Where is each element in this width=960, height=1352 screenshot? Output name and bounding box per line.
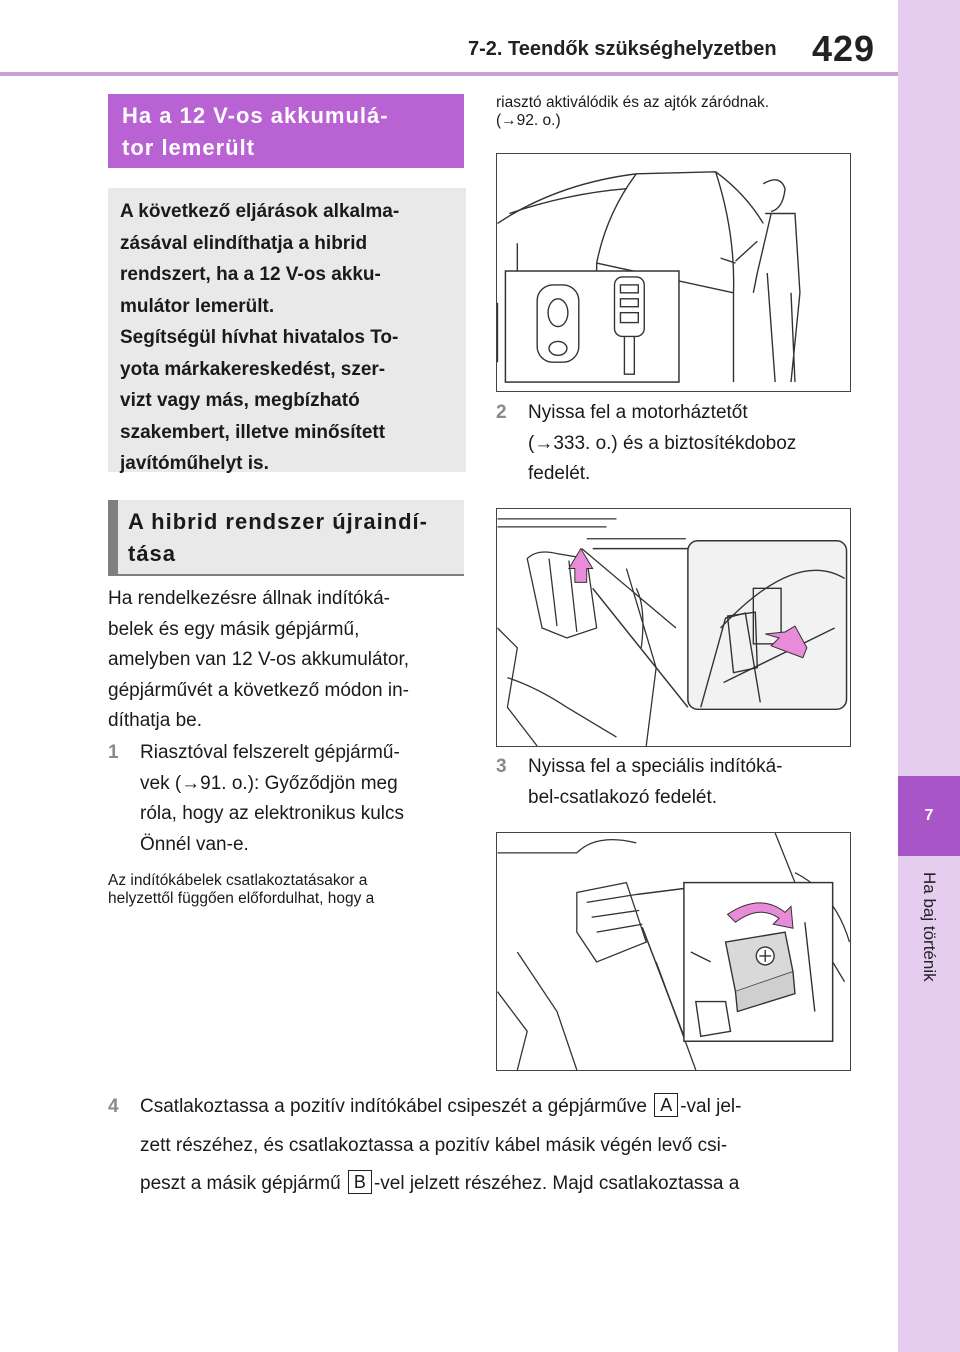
section-title: 7-2. Teendők szükséghelyzetben — [468, 38, 777, 60]
paragraph-line: gépjárművét a következő módon in- — [108, 679, 409, 701]
topic-title-line: Ha a 12 V-os akkumulá- — [122, 103, 389, 128]
page-number: 429 — [812, 28, 876, 69]
step-1 — [108, 738, 468, 860]
paragraph-line: díthatja be. — [108, 710, 203, 731]
step-line: fedelét. — [528, 463, 591, 484]
topic-title-box — [108, 94, 464, 168]
label-b-box: B — [348, 1170, 372, 1194]
step-line: Riasztóval felszerelt gépjármű- — [140, 742, 400, 763]
figure-car-and-keys — [496, 153, 851, 392]
step-4 — [108, 1088, 868, 1204]
step-line: vek (→91. o.): Győződjön meg — [140, 772, 398, 794]
step-line: Nyissa fel a speciális indítóká- — [528, 756, 783, 777]
subsection-heading-line: A hibrid rendszer újraindí- — [128, 509, 428, 534]
intro-box — [108, 188, 466, 472]
step-number: 1 — [108, 742, 119, 763]
intro-line: szakembert, illetve minősített — [120, 421, 386, 443]
note-line: riasztó aktiválódik és az ajtók záródnak. — [496, 94, 770, 111]
intro-line: A következő eljárások alkalma- — [120, 201, 400, 222]
paragraph-line: amelyben van 12 V-os akkumulátor, — [108, 649, 410, 670]
fuse-box-illustration — [497, 509, 850, 746]
chapter-title-tab[interactable] — [912, 872, 946, 1012]
keys-inset — [505, 271, 679, 382]
intro-line: yota márkakereskedést, szer- — [120, 358, 386, 380]
figure-jump-terminal — [496, 832, 851, 1071]
note-text — [108, 872, 468, 908]
paragraph-line: belek és egy másik gépjármű, — [108, 618, 360, 640]
step-line: Nyissa fel a motorháztetőt — [528, 402, 748, 423]
intro-line: vizt vagy más, megbízható — [120, 390, 360, 411]
step-2 — [496, 398, 856, 490]
step-line: róla, hogy az elektronikus kulcs — [140, 803, 405, 824]
note-line: (→92. o.) — [496, 112, 561, 129]
step-line: zett részéhez, és csatlakoztassa a pozitív kábel másik végén levő csi- — [140, 1134, 728, 1156]
step-line: Önnél van-e. — [140, 833, 249, 855]
subsection-heading-line: tása — [128, 541, 177, 566]
chapter-number-tab[interactable] — [898, 776, 960, 856]
note-line: Az indítókábelek csatlakoztatásakor a — [108, 872, 368, 889]
header-divider — [0, 72, 898, 76]
step-line: (→333. o.) és a biztosítékdoboz — [528, 432, 797, 454]
topic-title-line: tor lemerült — [122, 135, 256, 160]
intro-line: mulátor lemerült. — [120, 295, 275, 317]
step-number: 2 — [496, 402, 507, 423]
step-text: -val jel- — [680, 1096, 742, 1117]
intro-line: rendszert, ha a 12 V-os akku- — [120, 264, 381, 285]
chapter-number: 7 — [924, 807, 934, 824]
step-number: 3 — [496, 756, 507, 777]
subsection-heading — [108, 500, 464, 576]
fuse-cover-inset — [688, 541, 847, 710]
car-keys-illustration — [497, 154, 850, 391]
note-continued — [496, 94, 856, 130]
step-number: 4 — [108, 1096, 119, 1117]
label-a-box: A — [654, 1093, 678, 1117]
chapter-title: Ha baj történik — [920, 872, 939, 982]
jump-terminal-illustration — [497, 833, 850, 1070]
figure-fuse-box — [496, 508, 851, 747]
intro-line: zásával elindíthatja a hibrid — [120, 232, 368, 254]
step-3 — [496, 752, 856, 813]
step-text: -vel jelzett részéhez. Majd csatlakoztassa a — [373, 1173, 740, 1194]
intro-paragraph — [108, 584, 468, 737]
step-line — [140, 1165, 868, 1204]
paragraph-line: Ha rendelkezésre állnak indítóká- — [108, 588, 390, 609]
intro-line: Segítségül hívhat hivatalos To- — [120, 327, 399, 348]
step-text: Csatlakoztassa a pozitív indítókábel csipeszét a gépjárműve — [140, 1096, 647, 1117]
step-line — [140, 1088, 868, 1127]
step-line: bel-csatlakozó fedelét. — [528, 786, 718, 808]
chapter-side-strip — [898, 0, 960, 1352]
intro-line: javítóműhelyt is. — [120, 453, 269, 474]
step-text: peszt a másik gépjármű — [140, 1173, 341, 1194]
note-line: helyzettől függően előfordulhat, hogy a — [108, 890, 375, 907]
